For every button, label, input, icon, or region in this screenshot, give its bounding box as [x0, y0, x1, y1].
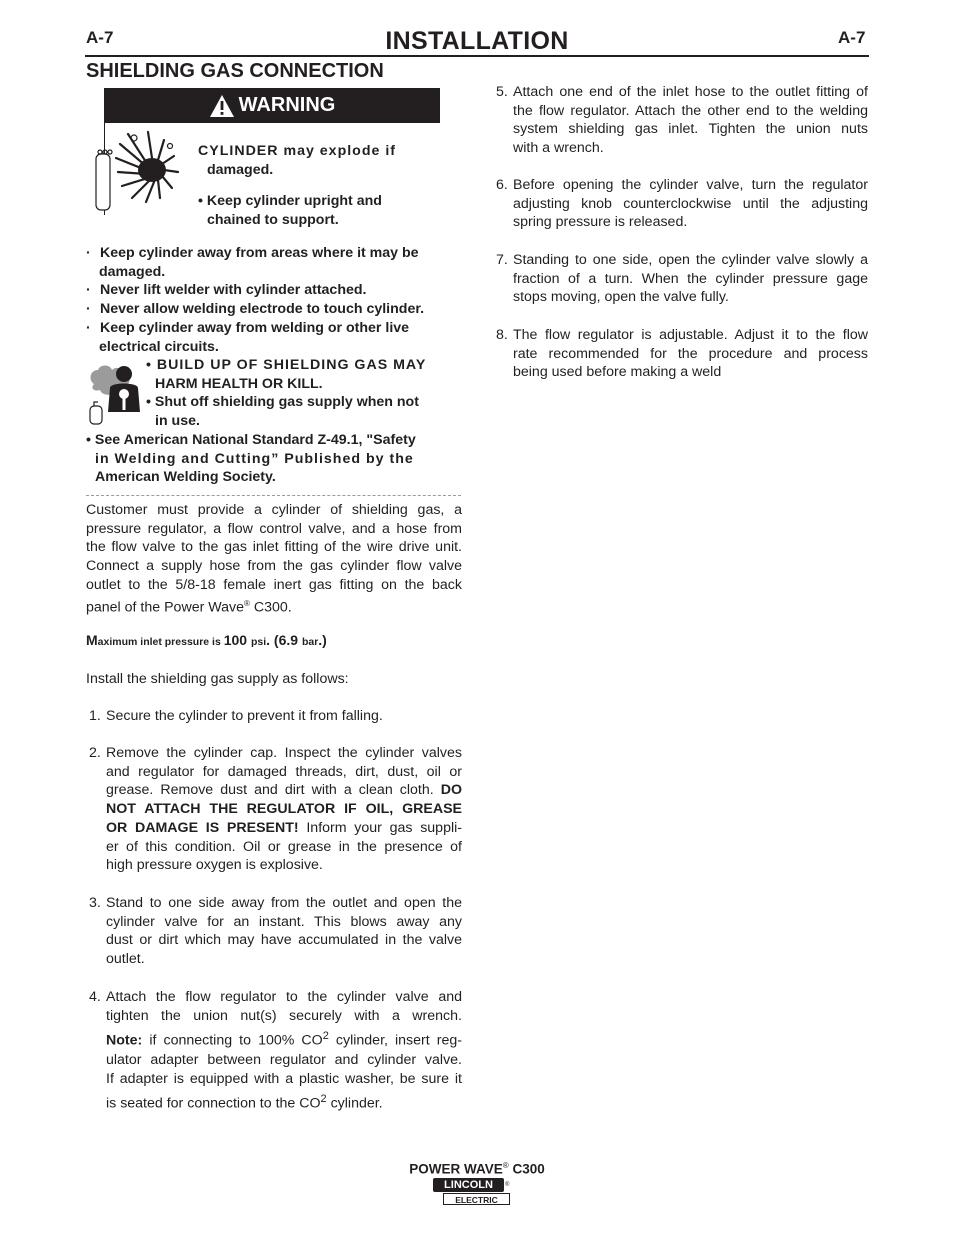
step-3-text: Stand to one side away from the outlet and open the cylinder valve for an instant. This blows away any dust or dirt which may have accumulated in the valve outlet. — [106, 895, 462, 968]
step-3-number: 3. — [89, 895, 101, 911]
warning-upright-line-2: chained to support. — [207, 212, 339, 228]
intro-paragraph — [86, 501, 462, 617]
gas-hazard-icon — [86, 360, 146, 426]
step-4-number: 4. — [89, 989, 101, 1005]
warning-gas-line-2: HARM HEALTH OR KILL. — [155, 376, 323, 392]
warning-bullet-item: · Keep cylinder away from areas where it may be — [86, 245, 419, 261]
warning-bullet-item: · Keep cylinder away from welding or other live — [86, 319, 410, 336]
logo-bottom-bar: ELECTRIC — [443, 1193, 510, 1205]
step-1-number: 1. — [89, 708, 101, 724]
install-intro: Install the shielding gas supply as follows: — [86, 671, 349, 687]
step-8-text: The flow regulator is adjustable. Adjust it to the flow rate recommended for the procedure and process being used before making a weld — [513, 327, 868, 381]
max-inlet-pressure: Maximum inlet pressure is 100 psi. (6.9 bar.) — [86, 632, 327, 648]
warning-bullet-continuation: damaged. — [99, 263, 166, 280]
warning-ansi-line-1: • See American National Standard Z-49.1, "Safety — [86, 432, 416, 448]
cylinder-explosion-icon — [88, 126, 188, 216]
step-2-text: Remove the cylinder cap. Inspect the cylinder valves and regulator for damaged threads, dirt, dust, oil or grease. Remove dust and dirt with a clean cloth. DO NOT ATTACH THE REGULATOR IF OIL, GREASE OR DAMAGE IS PRESENT! Inform your gas suppli- er of this condition. Oil or grease in the presence of high pressure oxygen is explosive. — [106, 745, 462, 874]
warning-cylinder-line-1: CYLINDER may explode if — [198, 143, 397, 159]
intro-line: Customer must provide a cylinder of shielding gas, a — [86, 502, 462, 518]
step-2-number: 2. — [89, 745, 101, 761]
warning-gas-line-1: • BUILD UP OF SHIELDING GAS MAY — [146, 357, 427, 373]
intro-line: the flow valve to the gas inlet fitting of the wire drive unit. — [86, 539, 462, 556]
warning-shutoff-line-2: in use. — [155, 413, 200, 429]
warning-shutoff-line-1: • Shut off shielding gas supply when not — [146, 394, 419, 410]
warning-bullet-item: · Never lift welder with cylinder attached. — [86, 282, 367, 299]
page-title: INSTALLATION — [385, 27, 569, 55]
intro-line: outlet to the 5/8-18 female inert gas fitting on the back — [86, 576, 462, 593]
header-rule — [85, 55, 869, 57]
warning-bullet-list — [86, 244, 424, 356]
page-number-right: A-7 — [838, 28, 866, 47]
step-5-number: 5. — [496, 84, 508, 100]
page-number-left: A-7 — [86, 28, 114, 47]
intro-line: Connect a supply hose from the gas cylinder flow valve — [86, 558, 462, 575]
warning-upright-line-1: • Keep cylinder upright and — [198, 193, 382, 209]
warning-banner — [104, 88, 440, 123]
intro-line: panel of the Power Wave® C300. — [86, 598, 292, 616]
section-title: SHIELDING GAS CONNECTION — [86, 60, 384, 82]
logo-registered: ® — [505, 1182, 510, 1188]
step-6-text: Before opening the cylinder valve, turn the regulator adjusting knob counterclockwise until the adjusting spring pressure is released. — [513, 177, 868, 231]
warning-bullet-item: · Never allow welding electrode to touch cylinder. — [86, 301, 425, 318]
logo-top-bar: LINCOLN — [433, 1178, 504, 1192]
warning-triangle-icon — [209, 94, 235, 118]
warning-bullet-continuation: electrical circuits. — [99, 338, 219, 355]
intro-line: pressure regulator, a flow control valve, and a hose from — [86, 520, 462, 537]
warning-cylinder-line-2: damaged. — [207, 162, 274, 178]
step-7-text: Standing to one side, open the cylinder valve slowly a fraction of a turn. When the cylinder pressure gage stops moving, open the valve fully. — [513, 252, 868, 306]
footer-model-name: POWER WAVE® C300 — [409, 1161, 545, 1177]
step-8-number: 8. — [496, 327, 508, 343]
step-4-text: Attach the flow regulator to the cylinder valve and tighten the union nut(s) securely with a wrench. Note: if connecting to 100% $CO^2$ cylinder, insert reg- ulator adapter between regulator and cylinder valve. If adapter is equipped with a plastic washer, be sure it is seated for connection to the $CO^2$ cylinder. — [106, 989, 463, 1112]
step-7-number: 7. — [496, 252, 508, 268]
lincoln-electric-logo — [433, 1178, 510, 1206]
warning-ansi-line-3: American Welding Society. — [95, 469, 276, 485]
warning-ansi-line-2: in Welding and Cutting” Published by the — [95, 451, 414, 467]
step-5-text: Attach one end of the inlet hose to the outlet fitting of the flow regulator. Attach the other end to the welding system shielding gas inlet. Tighten the union nuts with a wrench. — [513, 84, 868, 157]
step-6-number: 6. — [496, 177, 508, 193]
warning-label: WARNING — [238, 94, 336, 116]
section-divider — [86, 495, 461, 496]
step-1-text: Secure the cylinder to prevent it from falling. — [106, 708, 383, 724]
